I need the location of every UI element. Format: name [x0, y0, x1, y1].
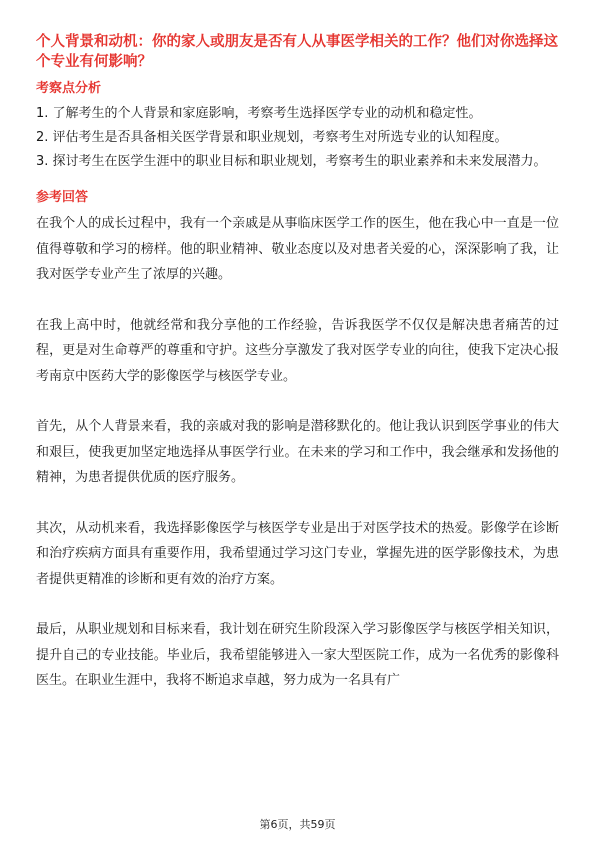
analysis-item: 1. 了解考生的个人背景和家庭影响，考察考生选择医学专业的动机和稳定性。 [36, 106, 482, 121]
answer-paragraph: 最后，从职业规划和目标来看，我计划在研究生阶段深入学习影像医学与核医学相关知识，提升自己的专业技能。毕业后，我希望能够进入一家大型医院工作，成为一名优秀的影像科医生。在职业生涯中，我将不断追求卓越，努力成为一名具有广 [36, 622, 559, 688]
answer-paragraph: 首先，从个人背景来看，我的亲戚对我的影响是潜移默化的。他让我认识到医学事业的伟大和艰巨，使我更加坚定地选择从事医学行业。在未来的学习和工作中，我会继承和发扬他的精神，为患者提供优质的医疗服务。 [36, 419, 559, 485]
answer-paragraph: 在我上高中时，他就经常和我分享他的工作经验，告诉我医学不仅仅是解决患者痛苦的过程，更是对生命尊严的尊重和守护。这些分享激发了我对医学专业的向往，使我下定决心报考南京中医药大学的影像医学与核医学专业。 [36, 317, 559, 384]
question-title: 个人背景和动机：你的家人或朋友是否有人从事医学相关的工作？他们对你选择这个专业有何影响？ [36, 34, 558, 70]
document-page [36, 32, 559, 719]
analysis-item: 3. 探讨考生在医学生涯中的职业目标和职业规划，考察考生的职业素养和未来发展潜力。 [36, 154, 547, 169]
answer-paragraph: 其次，从动机来看，我选择影像医学与核医学专业是出于对医学技术的热爱。影像学在诊断和治疗疾病方面具有重要作用，我希望通过学习这门专业，掌握先进的医学影像技术，为患者提供更精准的诊断和更有效的治疗方案。 [36, 520, 559, 587]
analysis-item: 2. 评估考生是否具备相关医学背景和职业规划，考察考生对所选专业的认知程度。 [36, 130, 508, 145]
analysis-heading: 考察点分析 [36, 81, 102, 96]
answer-paragraph: 在我个人的成长过程中，我有一个亲戚是从事临床医学工作的医生，他在我心中一直是一位值得尊敬和学习的榜样。他的职业精神、敬业态度以及对患者关爱的心，深深影响了我，让我对医学专业产生了浓厚的兴趣。 [36, 216, 559, 282]
answer-heading: 参考回答 [36, 190, 89, 205]
page-number: 第6页，共59页 [259, 818, 336, 831]
